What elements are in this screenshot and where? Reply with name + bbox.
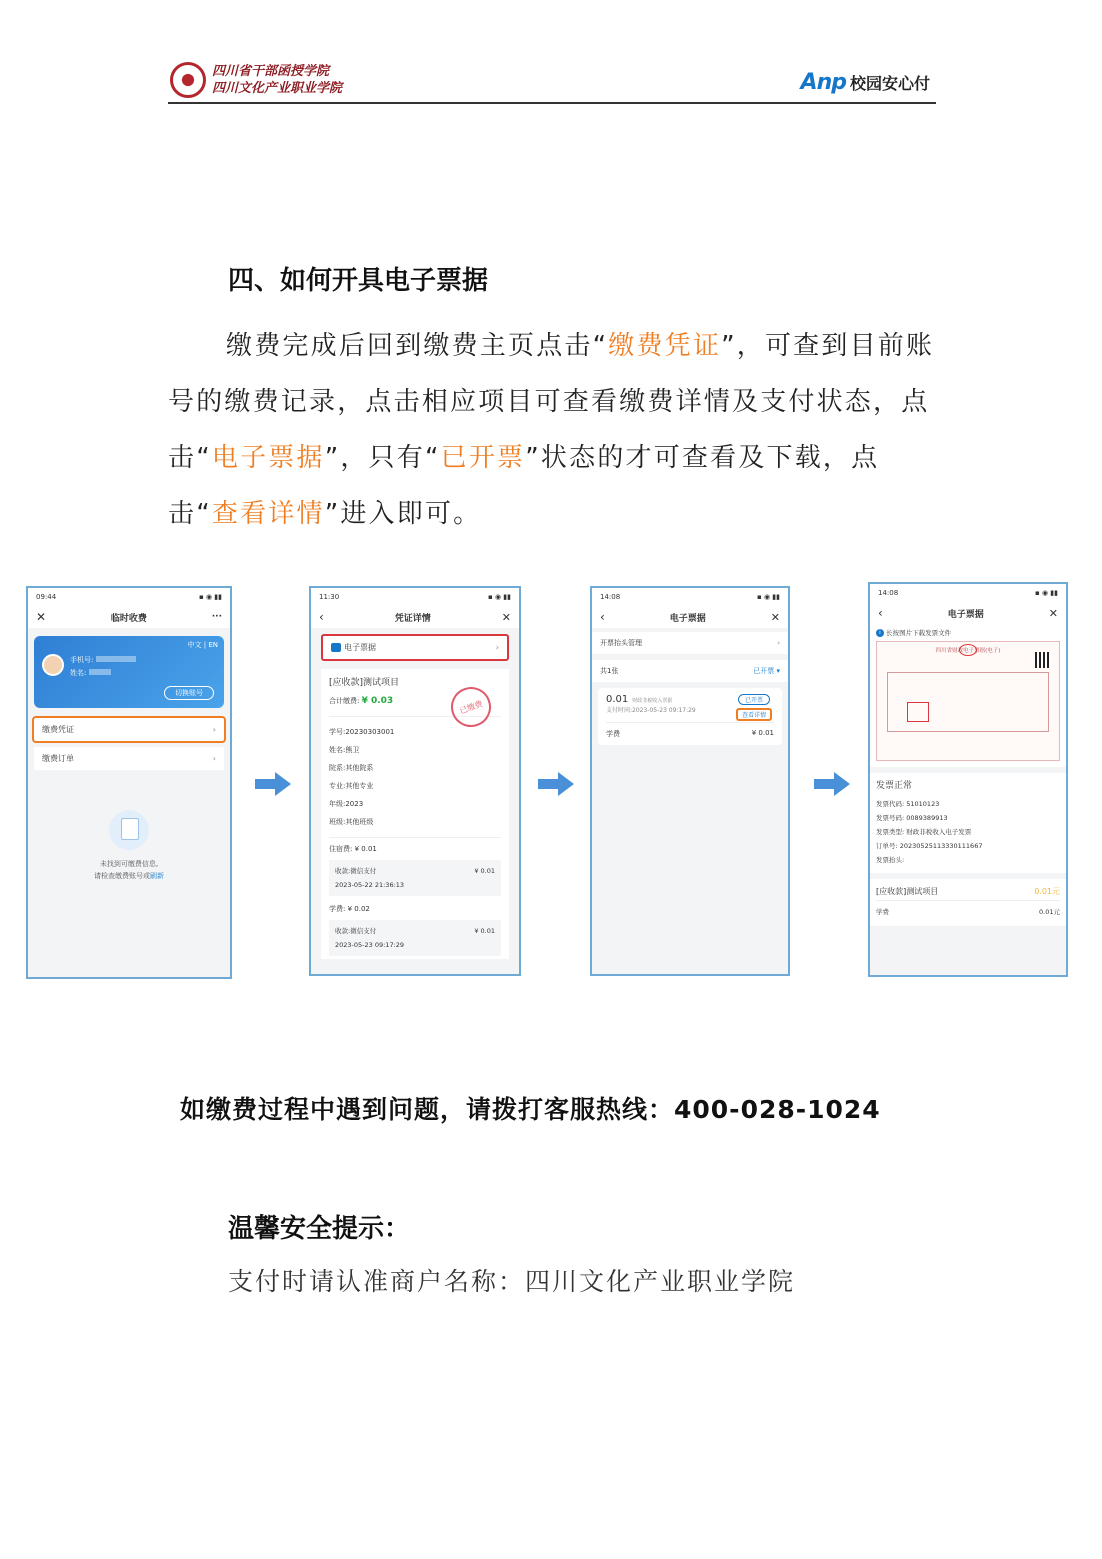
ebill-icon [331,643,341,652]
fee-2-time: 2023-05-23 09:17:29 [335,941,405,949]
bill-pay-time: 支付时间:2023-05-23 09:17:29 [606,707,696,714]
nav-title: 电子票据 [669,613,706,624]
invoice-item [870,879,1066,926]
empty-message [28,858,230,882]
school-seal-icon [170,62,206,98]
issued-badge: 已开票 [738,694,770,705]
ebill-label: 电子票据 [344,643,376,652]
filter-label: 已开票 [753,667,775,675]
tip-text: 支付时请认准商户名称：四川文化产业职业学院 [228,1267,796,1296]
item-amount: 0.01元 [1034,887,1060,896]
profile-card [34,636,224,708]
invoice-head: 发票抬头: [876,856,905,864]
invoice-header-mgmt[interactable] [592,632,788,654]
para-text: 缴费完成后回到缴费主页点击“ [226,331,609,361]
invoice-title: 四川省财政电子票据(电子) [935,648,1001,654]
fee-2-method: 收款:微信支付 [335,927,377,935]
hotline-text: 如缴费过程中遇到问题，请拨打客服热线：400-028-1024 [180,1095,881,1124]
signal-icons: ▪ ◉ ▮▮ [1034,589,1058,597]
status-time: 14:08 [600,593,621,601]
nav-title: 临时收费 [110,613,147,624]
nav-bar [592,606,788,628]
para-text: ”进入即可。 [324,499,482,529]
switch-account-button[interactable]: 切换账号 [164,686,214,700]
fee-amount: 0.01元 [1039,908,1060,916]
arrow-right-icon [255,772,291,796]
fee-1-method: 收款:微信支付 [335,867,377,875]
bill-type: 财政非税收入票据 [632,698,673,704]
school-logo-text [212,63,342,97]
item-name: [应收款]测试项目 [876,887,939,896]
invoice-number: 发票号码: 0089389913 [876,814,948,822]
status-bar [28,588,230,606]
invoice-stamp-icon [907,702,929,722]
view-detail-button[interactable]: 查看详情 [736,708,772,721]
signal-icons: ▪ ◉ ▮▮ [487,593,511,601]
refresh-link[interactable]: 刷新 [150,872,164,880]
back-icon[interactable]: ‹ [600,610,605,624]
fee-2-record[interactable] [329,920,501,956]
phone-screenshot-payment-home [26,586,232,979]
voucher-card [321,669,509,959]
invoice-code: 发票代码: 51010123 [876,800,940,808]
close-icon[interactable]: ✕ [1048,606,1058,620]
more-icon[interactable]: ··· [211,612,222,622]
student-grade: 年级:2023 [329,800,364,808]
fee-label: 学费 [876,908,889,916]
bill-item[interactable] [598,688,782,745]
highlight-view-detail: 查看详情 [211,499,325,529]
student-info [329,723,501,831]
back-icon[interactable]: ‹ [319,610,324,624]
empty-illustration-icon [109,810,149,850]
highlight-voucher: 缴费凭证 [608,331,722,361]
status-bar [870,584,1066,602]
avatar [42,654,64,676]
close-icon[interactable]: ✕ [501,610,511,624]
status-time: 09:44 [36,593,57,601]
status-bar [592,588,788,606]
page-header [168,58,936,104]
fee-1-time: 2023-05-22 21:36:13 [335,881,405,889]
student-name: 姓名:熊卫 [329,746,360,754]
fee-1-amount: ¥ 0.01 [474,867,495,875]
qr-code-icon [1035,652,1051,668]
menu-voucher[interactable] [32,716,226,743]
chevron-right-icon: › [777,639,780,647]
filter-dropdown[interactable] [753,666,780,676]
highlight-issued: 已开票 [440,443,526,473]
nav-bar [311,606,519,628]
list-filter-row [592,660,788,682]
nav-bar [870,602,1066,624]
caret-down-icon: ▾ [776,667,780,675]
invoice-image [876,641,1060,761]
phone-label: 手机号: [70,656,94,664]
school-name-2: 四川文化产业职业学院 [212,81,343,96]
close-icon[interactable]: ✕ [770,610,780,624]
nav-bar [28,606,230,628]
brand-name: 校园安心付 [849,74,930,93]
brand-logo [801,70,930,95]
student-class: 班级:其他班级 [329,818,374,826]
menu-order[interactable] [34,747,224,770]
student-major: 专业:其他专业 [329,782,374,790]
info-icon: i [876,629,884,637]
signal-icons: ▪ ◉ ▮▮ [198,593,222,601]
nav-title: 凭证详情 [394,613,431,624]
invoice-type: 发票类型: 财政非税收入电子发票 [876,828,972,836]
phone-screenshot-ebill-detail [868,582,1068,977]
profile-info [70,654,136,680]
invoice-info [870,773,1066,873]
invoice-preview[interactable] [870,624,1066,767]
bill-count: 共1张 [600,667,619,675]
fee-1-record[interactable] [329,860,501,896]
tip-title: 温馨安全提示： [228,1214,411,1244]
arrow-right-icon [814,772,850,796]
status-time: 11:30 [319,593,340,601]
school-name-1: 四川省干部函授学院 [212,64,330,79]
highlight-ebill: 电子票据 [211,443,325,473]
status-bar [311,588,519,606]
name-label: 姓名: [70,669,87,677]
student-dept: 院系:其他院系 [329,764,374,772]
brand-mark-icon: Anp [800,70,846,95]
empty-line-2: 请检查缴费账号或 [94,872,150,880]
item-title: [应收款]测试项目 [329,678,400,688]
invoice-status: 发票正常 [876,781,913,791]
fee-amount: ¥ 0.01 [751,729,774,737]
para-text: ”，只有“ [324,443,441,473]
bill-amount: 0.01 [606,694,629,705]
empty-line-1: 未找到可缴费信息, [99,860,159,868]
download-hint: 长按图片下载发票文件 [886,629,952,637]
para-text: ”状态的才可查看及下载，点击“ [168,443,880,529]
status-time: 14:08 [878,589,899,597]
fee-label: 学费 [606,730,620,738]
fee-2-label: 学费: ¥ 0.02 [329,905,370,913]
fee-1-label: 住宿费: ¥ 0.01 [329,845,377,853]
phone-screenshot-voucher-detail [309,586,521,976]
menu-voucher-label: 缴费凭证 [42,725,74,734]
student-id: 学号:20230303001 [329,728,395,736]
para-text: ”，可查到目前账号的缴费记录，点击相应项目可查看缴费详情及支付状态，点击“ [168,331,935,473]
close-icon[interactable]: ✕ [36,610,47,624]
fee-2-amount: ¥ 0.01 [474,927,495,935]
chevron-right-icon: › [495,643,499,652]
chevron-right-icon: › [212,725,216,734]
stamp-text: 已缴费 [458,698,484,716]
back-icon[interactable]: ‹ [878,606,883,620]
language-toggle[interactable]: 中文 | EN [187,641,218,649]
signal-icons: ▪ ◉ ▮▮ [756,593,780,601]
bill-fee-row [606,722,774,739]
arrow-right-icon [538,772,574,796]
instruction-paragraph [168,318,938,542]
nav-title: 电子票据 [947,609,984,620]
menu-order-label: 缴费订单 [42,754,74,763]
invoice-seal-icon [959,644,977,656]
total-amount: ¥ 0.03 [361,696,394,706]
section-title: 四、如何开具电子票据 [228,266,489,296]
header-mgmt-label: 开票抬头管理 [600,639,642,647]
ebill-entry[interactable] [321,634,509,661]
phone-screenshot-ebill-list [590,586,790,976]
order-number: 订单号: 20230525113330111667 [876,842,983,850]
total-label: 合计缴费: [329,697,360,705]
chevron-right-icon: › [212,754,216,763]
